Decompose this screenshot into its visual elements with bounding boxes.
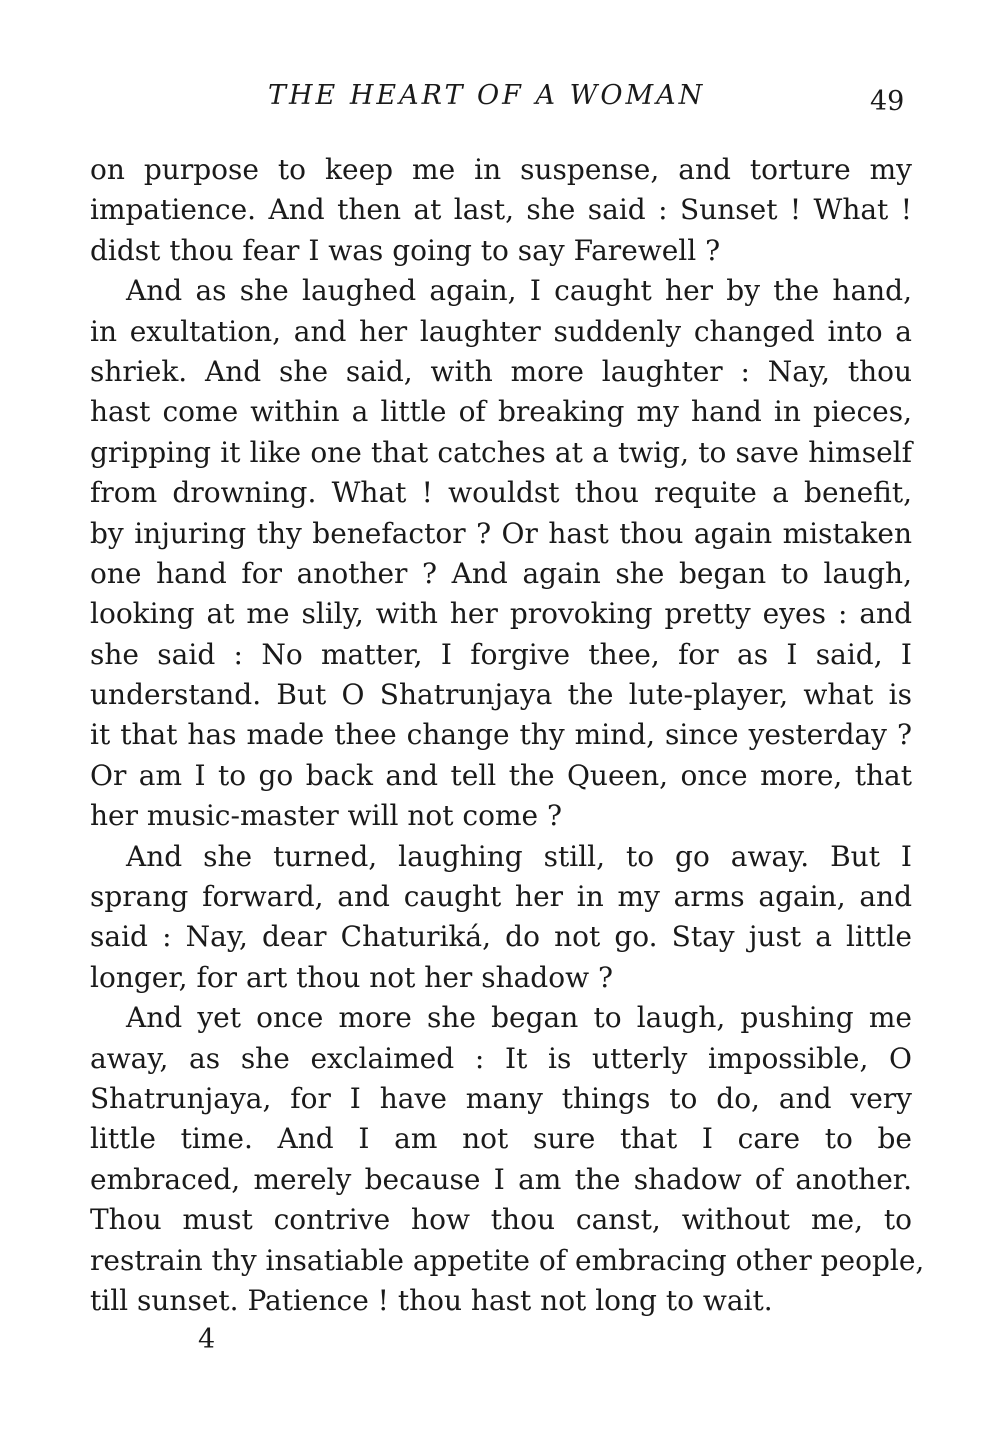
text-line: Thou must contrive how thou canst, without me, to (90, 1203, 912, 1237)
running-title: THE HEART OF A WOMAN (268, 80, 706, 111)
text-line: embraced, merely because I am the shadow of another. (90, 1162, 912, 1196)
text-line: by injuring thy benefactor ? Or hast thou again mistaken (90, 516, 912, 550)
text-line: didst thou fear I was going to say Farewell ? (90, 233, 721, 267)
text-line: longer, for art thou not her shadow ? (90, 960, 613, 994)
text-line: impatience. And then at last, she said : Sunset ! What ! (90, 193, 912, 227)
text-line: her music-master will not come ? (90, 799, 563, 833)
text-line: Or am I to go back and tell the Queen, once more, that (90, 758, 912, 792)
text-line: restrain thy insatiable appetite of embracing other people, (90, 1243, 925, 1277)
text-line: from drowning. What ! wouldst thou requite a benefit, (90, 476, 912, 510)
body-text (90, 150, 925, 1321)
text-line: shriek. And she said, with more laughter : Nay, thou (90, 354, 912, 388)
text-line: sprang forward, and caught her in my arms again, and (90, 880, 912, 914)
text-line: away, as she exclaimed : It is utterly impossible, O (90, 1041, 912, 1075)
running-header (0, 80, 1000, 120)
text-line: said : Nay, dear Chaturiká, do not go. Stay just a little (90, 920, 912, 954)
text-line: in exultation, and her laughter suddenly changed into a (90, 314, 912, 348)
page-number: 49 (870, 86, 905, 117)
text-line: And as she laughed again, I caught her by the hand, (126, 274, 912, 308)
text-line: Shatrunjaya, for I have many things to do, and very (90, 1081, 912, 1115)
signature-mark: 4 (198, 1324, 216, 1355)
text-line: one hand for another ? And again she began to laugh, (90, 556, 912, 590)
text-line: looking at me slily, with her provoking pretty eyes : and (90, 597, 912, 631)
text-line: on purpose to keep me in suspense, and torture my (90, 153, 912, 186)
text-line: And yet once more she began to laugh, pushing me (126, 1001, 912, 1035)
text-line: till sunset. Patience ! thou hast not long to wait. (90, 1283, 773, 1317)
text-line: it that has made thee change thy mind, since yesterday ? (90, 718, 912, 752)
text-line: she said : No matter, I forgive thee, for as I said, I (90, 637, 912, 671)
text-line: And she turned, laughing still, to go away. But I (126, 839, 912, 873)
text-line: gripping it like one that catches at a twig, to save himself (90, 435, 912, 469)
text-line: understand. But O Shatrunjaya the lute-player, what is (90, 678, 912, 712)
text-line: little time. And I am not sure that I care to be (90, 1122, 912, 1156)
text-line: hast come within a little of breaking my hand in pieces, (90, 395, 912, 429)
